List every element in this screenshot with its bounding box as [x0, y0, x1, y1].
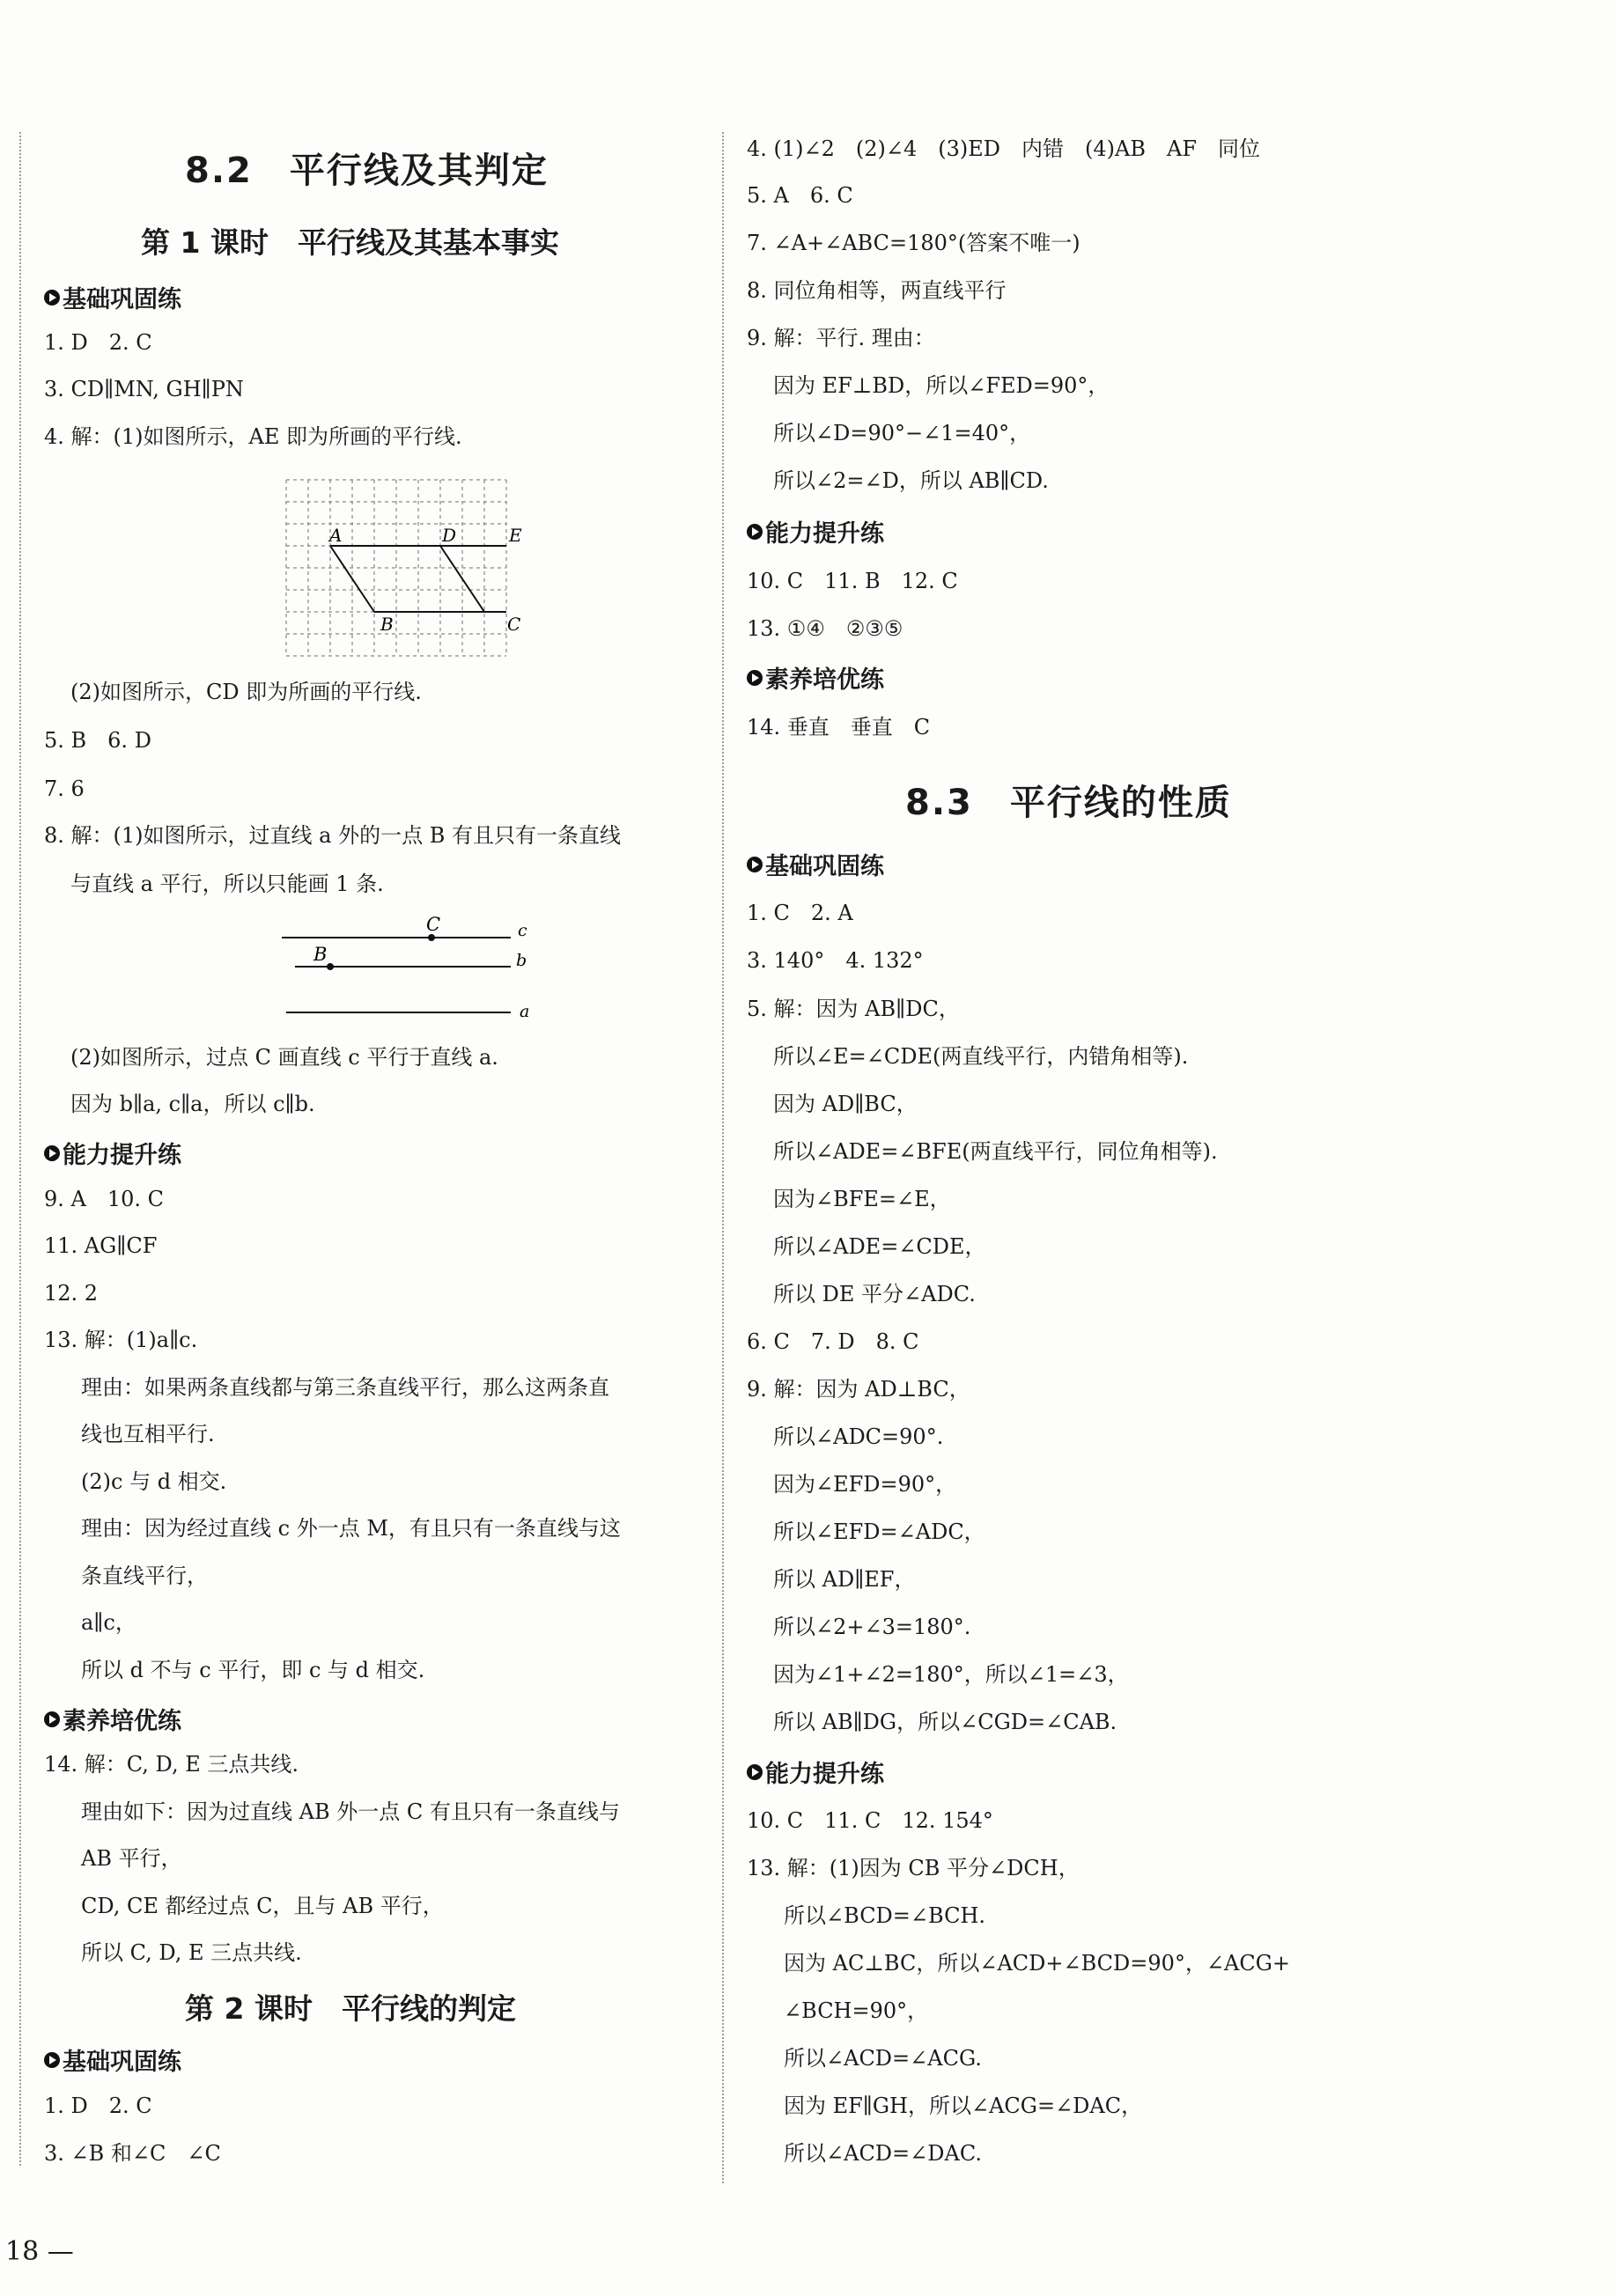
- answer-line: 9. 解：平行. 理由：: [747, 326, 935, 350]
- answer-line: 1. D 2. C: [44, 330, 152, 355]
- answer-line: 所以∠ACD=∠ACG.: [784, 2046, 982, 2071]
- answer-line: 因为 EF∥GH，所以∠ACG=∠DAC，: [784, 2094, 1143, 2118]
- answer-line: 8. 同位角相等，两直线平行: [747, 278, 1007, 303]
- category-ability: 能力提升练: [747, 1755, 884, 1789]
- answer-line: 1. D 2. C: [44, 2094, 152, 2118]
- grid-figure: [282, 475, 520, 664]
- answer-line: 1. C 2. A: [747, 901, 853, 925]
- category-quality: 素养培优练: [44, 1702, 181, 1736]
- answer-line: 13. 解：(1)因为 CB 平分∠DCH，: [747, 1856, 1080, 1880]
- lesson-2-title: 第 2 课时 平行线的判定: [185, 1991, 516, 2026]
- section-title-8-3: 8.3 平行线的性质: [905, 783, 1232, 823]
- answer-line: AB 平行，: [81, 1846, 182, 1871]
- answer-line: 因为∠1+∠2=180°，所以∠1=∠3，: [773, 1662, 1129, 1687]
- answer-line: 因为 AC⊥BC，所以∠ACD+∠BCD=90°，∠ACG+: [784, 1951, 1291, 1976]
- answer-line: 因为 b∥a, c∥a，所以 c∥b.: [70, 1092, 315, 1116]
- answer-line: 所以∠D=90°−∠1=40°，: [773, 421, 1031, 445]
- answer-line: 所以∠2+∠3=180°.: [773, 1615, 971, 1639]
- answer-line: 11. AG∥CF: [44, 1233, 158, 1258]
- label-c: c: [518, 921, 527, 940]
- answer-line: 条直线平行，: [81, 1564, 208, 1588]
- label-B: B: [313, 944, 328, 965]
- answer-line: 9. 解：因为 AD⊥BC，: [747, 1377, 970, 1402]
- answer-line: 8. 解：(1)如图所示，过直线 a 外的一点 B 有且只有一条直线: [44, 823, 621, 848]
- answer-line: 理由：如果两条直线都与第三条直线平行，那么这两条直: [81, 1375, 609, 1400]
- answer-line: 所以 DE 平分∠ADC.: [773, 1282, 976, 1306]
- answer-line: ∠BCH=90°，: [784, 1998, 929, 2023]
- answer-line: 与直线 a 平行，所以只能画 1 条.: [70, 872, 384, 896]
- label-D: D: [442, 525, 457, 546]
- play-icon: [44, 1145, 60, 1161]
- label-b: b: [516, 951, 527, 970]
- answer-line: 所以 AB∥DG，所以∠CGD=∠CAB.: [773, 1710, 1117, 1734]
- answer-line: 14. 解：C, D, E 三点共线.: [44, 1752, 299, 1777]
- label-a: a: [520, 1002, 530, 1021]
- answer-line: 10. C 11. C 12. 154°: [747, 1808, 993, 1833]
- answer-line: 所以∠ADE=∠BFE(两直线平行，同位角相等).: [773, 1139, 1218, 1164]
- play-icon: [747, 524, 763, 540]
- category-ability: 能力提升练: [44, 1136, 181, 1170]
- answer-line: 所以∠ADC=90°.: [773, 1424, 944, 1449]
- parallel-lines-figure: [273, 911, 537, 1038]
- label-C: C: [507, 614, 521, 635]
- category-basic: 基础巩固练: [44, 280, 181, 314]
- play-icon: [44, 290, 60, 305]
- answer-line: 线也互相平行.: [81, 1422, 215, 1446]
- answer-line: 所以∠ADE=∠CDE，: [773, 1234, 986, 1259]
- answer-line: 4. (1)∠2 (2)∠4 (3)ED 内错 (4)AB AF 同位: [747, 136, 1260, 161]
- answer-line: 12. 2: [44, 1281, 99, 1306]
- label-B: B: [380, 614, 394, 635]
- answer-line: 5. B 6. D: [44, 728, 151, 753]
- category-basic: 基础巩固练: [747, 847, 884, 881]
- answer-line: 所以∠2=∠D，所以 AB∥CD.: [773, 468, 1049, 493]
- answer-line: (2)如图所示，CD 即为所画的平行线.: [70, 680, 422, 704]
- answer-line: 3. ∠B 和∠C ∠C: [44, 2141, 221, 2166]
- answer-line: 所以∠ACD=∠DAC.: [784, 2141, 982, 2166]
- answer-line: 13. ①④ ②③⑤: [747, 616, 903, 641]
- answer-line: 所以 AD∥EF，: [773, 1567, 916, 1592]
- answer-line: 3. 140° 4. 132°: [747, 948, 924, 973]
- answer-line: (2)c 与 d 相交.: [81, 1469, 227, 1494]
- answer-line: 5. 解：因为 AB∥DC，: [747, 997, 960, 1021]
- play-icon: [747, 1764, 763, 1780]
- answer-line: 所以∠EFD=∠ADC，: [773, 1520, 985, 1544]
- answer-line: 9. A 10. C: [44, 1187, 165, 1211]
- answer-line: 因为 AD∥BC，: [773, 1092, 918, 1116]
- answer-line: 14. 垂直 垂直 C: [747, 715, 931, 740]
- answer-line: 5. A 6. C: [747, 183, 853, 208]
- play-icon: [44, 2052, 60, 2068]
- answer-line: 13. 解：(1)a∥c.: [44, 1328, 198, 1352]
- answer-line: 4. 解：(1)如图所示，AE 即为所画的平行线.: [44, 424, 462, 449]
- answer-line: 因为 EF⊥BD，所以∠FED=90°，: [773, 373, 1110, 398]
- answer-line: 7. ∠A+∠ABC=180°(答案不唯一): [747, 231, 1080, 255]
- grid-figure-svg: [282, 475, 520, 660]
- category-quality: 素养培优练: [747, 660, 884, 695]
- label-E: E: [509, 525, 522, 546]
- lesson-1-title: 第 1 课时 平行线及其基本事实: [141, 225, 559, 260]
- answer-line: 3. CD∥MN, GH∥PN: [44, 377, 244, 401]
- label-C: C: [426, 914, 441, 935]
- answer-line: 6. C 7. D 8. C: [747, 1329, 919, 1354]
- answer-line: 所以 d 不与 c 平行，即 c 与 d 相交.: [81, 1658, 425, 1682]
- answer-line: 所以∠E=∠CDE(两直线平行，内错角相等).: [773, 1044, 1189, 1069]
- category-ability: 能力提升练: [747, 514, 884, 548]
- answer-line: CD, CE 都经过点 C，且与 AB 平行，: [81, 1894, 444, 1918]
- play-icon: [747, 857, 763, 872]
- answer-line: a∥c，: [81, 1610, 136, 1635]
- page-number: 18 —: [5, 2236, 74, 2267]
- answer-line: (2)如图所示，过点 C 画直线 c 平行于直线 a.: [70, 1045, 498, 1070]
- answer-line: 理由如下：因为过直线 AB 外一点 C 有且只有一条直线与: [81, 1799, 620, 1824]
- column-divider: [722, 132, 724, 2183]
- answer-line: 因为∠BFE=∠E，: [773, 1187, 951, 1211]
- label-A: A: [329, 525, 343, 546]
- answer-line: 7. 6: [44, 776, 85, 801]
- left-margin-rule: [19, 132, 21, 2166]
- category-basic: 基础巩固练: [44, 2042, 181, 2077]
- answer-line: 所以 C, D, E 三点共线.: [81, 1940, 302, 1965]
- answer-line: 10. C 11. B 12. C: [747, 569, 958, 593]
- answer-line: 所以∠BCD=∠BCH.: [784, 1903, 986, 1928]
- parallel-lines-svg: [273, 911, 537, 1034]
- section-title-8-2: 8.2 平行线及其判定: [185, 151, 549, 191]
- answer-line: 因为∠EFD=90°，: [773, 1472, 957, 1497]
- answer-line: 理由：因为经过直线 c 外一点 M，有且只有一条直线与这: [81, 1516, 621, 1541]
- play-icon: [44, 1711, 60, 1727]
- play-icon: [747, 670, 763, 686]
